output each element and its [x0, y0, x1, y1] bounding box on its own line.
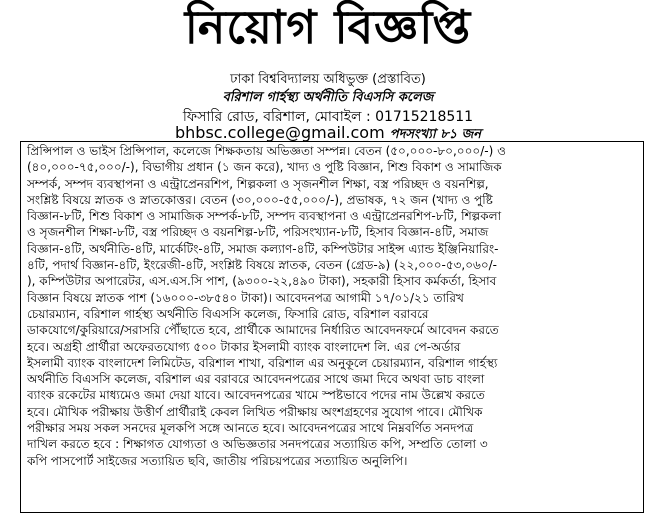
body-line: বিজ্ঞান-৪টি, অর্থনীতি-৪টি, মার্কেটিং-৪টি, সমাজ কল্যাণ-৪টি, কম্পিউটার সাইন্স এ্যান্ড ইঞ্জিনিয়ারিং-: [27, 241, 499, 256]
affiliation-line: ঢাকা বিশ্ববিদ্যালয় অধিভুক্ত (প্রস্তাবিত): [230, 72, 426, 87]
body-line: চেয়ারম্যান, বরিশাল গার্হস্থ্য অর্থনীতি বিএসসি কলেজ, ফিসারি রোড, বরিশাল বরাবরে: [27, 306, 429, 321]
body-line: কপি পাসপোর্ট সাইজের সত্যায়িত ছবি, জাতীয় পরিচয়পত্রের সত্যায়িত অনুলিপি।: [27, 453, 408, 468]
body-line: হবে। মৌখিক পরীক্ষায় উত্তীর্ণ প্রার্থীরাই কেবল লিখিত পরীক্ষায় অংশগ্রহণের সুযোগ পাবে। মৌখিক: [27, 404, 483, 419]
body-line: সম্পর্ক, সম্পদ ব্যবস্থাপনা ও এন্ট্রাপ্রেনরশিপ, শিল্পকলা ও সৃজনশীল শিক্ষা, বস্ত্র পরিচ্ছদ ও বয়নশিল্প,: [27, 176, 489, 191]
college-email: bhbsc.college@gmail.com: [174, 123, 385, 142]
body-line: ডাকযোগে/কুরিয়ারে/সরাসরি পৌঁছাতে হবে, প্রার্থীকে আমাদের নির্ধারিত আবেদনফর্মে আবেদন করতে: [27, 323, 499, 338]
page-title: নিয়োগ বিজ্ঞপ্তি: [184, 0, 472, 54]
body-line: ইসলামী ব্যাংক বাংলাদেশ লিমিটেড, বরিশাল শাখা, বরিশাল এর অনুকূলে চেয়ারম্যান, বরিশাল গার্হস্থ্য: [27, 355, 498, 370]
body-line: অর্থনীতি বিএসসি কলেজ, বরিশাল এর বরাবরে আবেদনপত্রের সাথে জমা দিবে অথবা ডাচ বাংলা: [27, 372, 485, 387]
body-line: ব্যাংক রকেটের মাধ্যমেও জমা দেয়া যাবে। আবেদনপত্রের খামে স্পষ্টভাবে পদের নাম উল্লেখ করতে: [27, 388, 485, 403]
body-line: বিজ্ঞান বিষয়ে স্নাতক পাশ (১৬০০০-৩৮৫৪০ টাকা)। আবেদনপত্র আগামী ১৭/০১/২১ তারিখ: [27, 290, 464, 305]
body-line: ৪টি, পদার্থ বিজ্ঞান-৪টি, ইংরেজী-৪টি, সংশ্লিষ্ট বিষয়ে স্নাতক, বেতন (গ্রেড-৯) (২২,০০০-৫৩,০৬০/-: [27, 258, 498, 273]
notice-body: [20, 141, 644, 513]
body-line: প্রিন্সিপাল ও ভাইস প্রিন্সিপাল, কলেজে শিক্ষকতায় অভিজ্ঞতা সম্পন্ন। বেতন (৫০,০০০-৮০,০০০/-) ও: [27, 144, 506, 158]
body-line: পরীক্ষার সময় সকল সনদের মূলকপি সঙ্গে আনতে হবে। আবেদনপত্রের সাথে নিম্নবর্ণিত সনদপত্র: [27, 421, 474, 436]
body-line: হবে। অগ্রহী প্রার্থীরা অফেরতযোগ্য ৫০০ টাকার ইসলামী ব্যাংক বাংলাদেশ লি. এর পে-অর্ডার: [27, 339, 461, 354]
body-line: ), কম্পিউটার অপারেটর, এস.এস.সি পাশ, (৯৩০০-২২,৪৯০ টাকা), সহকারী হিসাব কর্মকর্তা, হিসাব: [27, 274, 497, 289]
body-line: দাখিল করতে হবে : শিক্ষাগত যোগ্যতা ও অভিজ্ঞতার সনদপত্রের সত্যায়িত কপি, সম্প্রতি তোলা ৩: [27, 437, 488, 452]
college-address: ফিসারি রোড, বরিশাল, মোবাইল : 01715218511: [182, 109, 474, 125]
body-line: (৪০,০০০-৭৫,০০০/-), বিভাগীয় প্রধান (১ জন করে), খাদ্য ও পুষ্টি বিজ্ঞান, শিশু বিকাশ ও সামাজিক: [27, 160, 502, 175]
body-line: বিজ্ঞান-৮টি, শিশু বিকাশ ও সামাজিক সম্পর্ক-৮টি, সম্পদ ব্যবস্থাপনা ও এন্ট্রাপ্রেনরশিপ-৮টি, শিল্পকলা: [27, 209, 502, 224]
body-line: সংশ্লিষ্ট বিষয়ে স্নাতক ও স্নাতকোত্তর। বেতন (৩০,০০০-৫৫,০০০/-), প্রভাষক, ৭২ জন (খাদ্য ও পুষ্টি: [27, 192, 493, 207]
college-name: বরিশাল গার্হস্থ্য অর্থনীতি বিএসসি কলেজ: [222, 90, 434, 105]
post-count: পদসংখ্যা ৮১ জন: [389, 127, 481, 142]
body-line: ও সৃজনশীল শিক্ষা-৮টি, বস্ত্র পরিচ্ছদ ও বয়নশিল্প-৮টি, পরিসংখ্যান-৮টি, হিসাব বিজ্ঞান-৪টি, সমাজ: [27, 225, 489, 240]
